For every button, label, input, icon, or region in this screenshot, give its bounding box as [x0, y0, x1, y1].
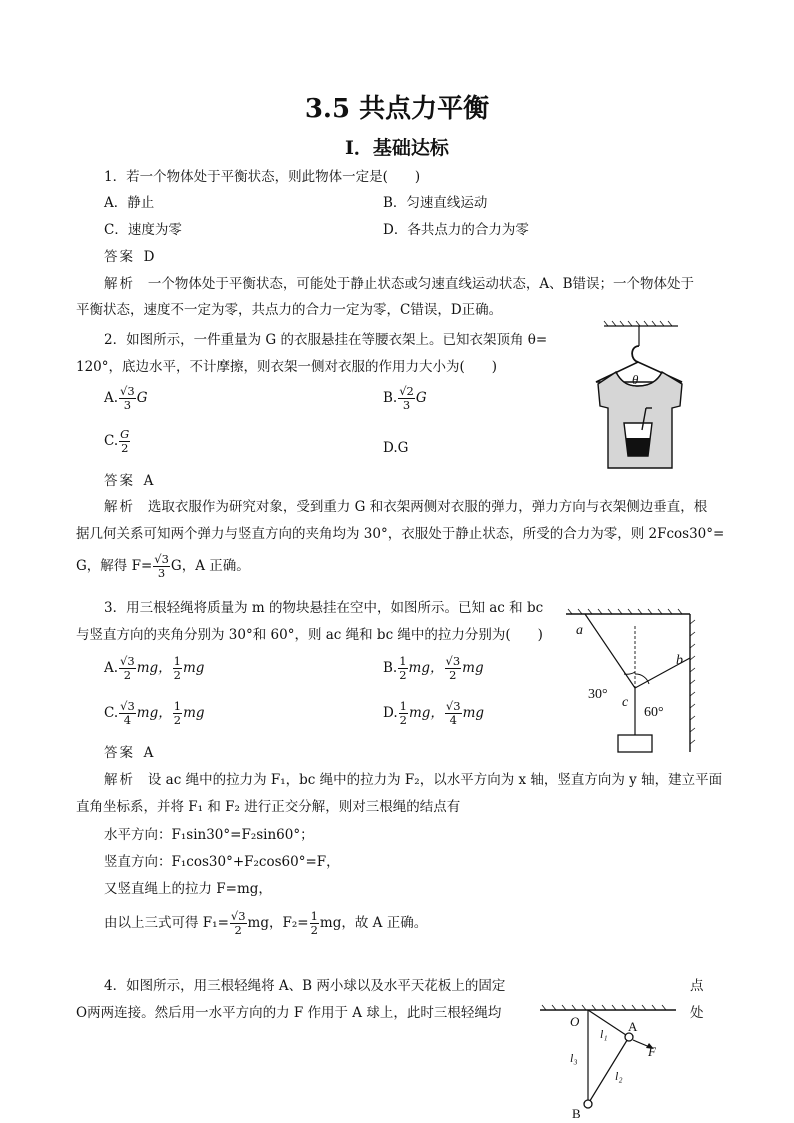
label-b: b — [676, 653, 683, 668]
q3-analysis-line-1: 解析 设 ac 绳中的拉力为 F₁，bc 绳中的拉力为 F₂，以水平方向为 x 轴，竖直方向为 y 轴，建立平面 — [104, 772, 723, 788]
q3-equation-force: 又竖直绳上的拉力 F=mg， — [104, 881, 272, 897]
label-b: B — [572, 1106, 581, 1121]
q1-option-a: A．静止 — [104, 195, 155, 211]
q2-answer: 答案 A — [104, 473, 154, 489]
q3-equation-horizontal: 水平方向：F₁sin30°=F₂sin60°； — [104, 827, 314, 843]
q1-analysis-line-1: 解析 一个物体处于平衡状态，可能处于静止状态或匀速直线运动状态，A、B错误；一个物体处于 — [104, 276, 695, 292]
three-ropes-figure — [560, 608, 705, 756]
label-a: a — [576, 623, 583, 638]
q1-option-d: D．各共点力的合力为零 — [383, 222, 529, 238]
q3-equation-vertical: 竖直方向：F₁cos30°+F₂cos60°=F， — [104, 854, 340, 870]
label-l1: l₁ — [600, 1027, 608, 1041]
theta-label: θ — [632, 372, 639, 387]
q2-option-c: C. $\frac{G}{2}$ — [104, 427, 130, 455]
q4-stem-2-end: 处 — [690, 1005, 704, 1021]
q2-option-d: D.G — [383, 440, 409, 456]
q3-analysis-line-2: 直角坐标系，并将 F₁ 和 F₂ 进行正交分解，则对三根绳的结点有 — [76, 799, 461, 815]
q1-stem: 1．若一个物体处于平衡状态，则此物体一定是( ) — [104, 169, 421, 185]
angle-30-label: 30° — [588, 687, 608, 702]
section-heading: Ⅰ．基础达标 — [345, 137, 449, 159]
q4-stem-1: 4．如图所示，用三根轻绳将 A、B 两小球以及水平天花板上的固定 — [104, 978, 506, 994]
analysis-label: 解析 — [104, 276, 135, 292]
label-a: A — [628, 1019, 638, 1034]
label-o: O — [570, 1014, 580, 1029]
q1-option-b: B．匀速直线运动 — [383, 195, 488, 211]
ball-b-icon — [584, 1100, 592, 1108]
q3-option-c: C. $\frac{√3}{4}$ mg， $\frac{1}{2}$ mg — [104, 699, 205, 727]
q2-stem-2: 120°，底边水平，不计摩擦，则衣架一侧对衣服的作用力大小为( ) — [76, 359, 498, 375]
answer-value: D — [143, 249, 155, 265]
q1-option-c: C．速度为零 — [104, 222, 182, 238]
answer-label: 答案 — [104, 249, 135, 265]
label-f: F — [648, 1044, 656, 1059]
ball-a-icon — [625, 1033, 633, 1041]
q1-answer — [104, 247, 154, 267]
angle-60-label: 60° — [644, 705, 664, 720]
q4-stem-2: O两两连接。然后用一水平方向的力 F 作用于 A 球上，此时三根轻绳均 — [76, 1005, 502, 1021]
q2-option-a: A. $\frac{√3}{3}$ G — [104, 384, 148, 412]
block-icon — [618, 735, 652, 752]
q3-option-b: B. $\frac{1}{2}$ mg， $\frac{√3}{2}$ mg — [383, 654, 484, 682]
q3-answer: 答案 A — [104, 745, 154, 761]
label-l3: l₃ — [570, 1051, 578, 1065]
q2-stem-1: 2．如图所示，一件重量为 G 的衣服悬挂在等腰衣架上。已知衣架顶角 θ= — [104, 332, 548, 348]
q2-option-b: B. $\frac{√2}{3}$ G — [383, 384, 427, 412]
q2-analysis-line-3: G，解得 F= $\frac{√3}{3}$ G，A 正确。 — [76, 552, 250, 580]
q2-analysis-line-2: 据几何关系可知两个弹力与竖直方向的夹角均为 30°，衣服处于静止状态，所受的合力为零，则 2Fcos30°= — [76, 526, 725, 542]
q1-analysis-line-2: 平衡状态，速度不一定为零，共点力的合力一定为零，C错误，D正确。 — [76, 302, 503, 318]
two-balls-figure — [536, 1004, 686, 1121]
q3-option-d: D. $\frac{1}{2}$ mg， $\frac{√3}{4}$ mg — [383, 699, 485, 727]
shirt-hanger-figure — [586, 320, 706, 475]
q2-analysis-line-1: 解析 选取衣服作为研究对象，受到重力 G 和衣架两侧对衣服的弹力，弹力方向与衣架侧边垂直，根 — [104, 499, 708, 515]
q4-stem-1-end: 点 — [690, 978, 704, 994]
label-l2: l₂ — [615, 1069, 623, 1083]
q3-stem-2: 与竖直方向的夹角分别为 30°和 60°，则 ac 绳和 bc 绳中的拉力分别为( ) — [76, 627, 543, 643]
q3-stem-1: 3．用三根轻绳将质量为 m 的物块悬挂在空中，如图所示。已知 ac 和 bc — [104, 600, 544, 616]
q3-result: 由以上三式可得 F₁= $\frac{√3}{2}$ mg，F₂= $\frac{1}{2}$ mg，故 A 正确。 — [104, 909, 428, 937]
q3-option-a: A. $\frac{√3}{2}$ mg， $\frac{1}{2}$ mg — [104, 654, 205, 682]
label-c: c — [622, 695, 629, 710]
page-title: 3.5 共点力平衡 — [304, 94, 490, 124]
